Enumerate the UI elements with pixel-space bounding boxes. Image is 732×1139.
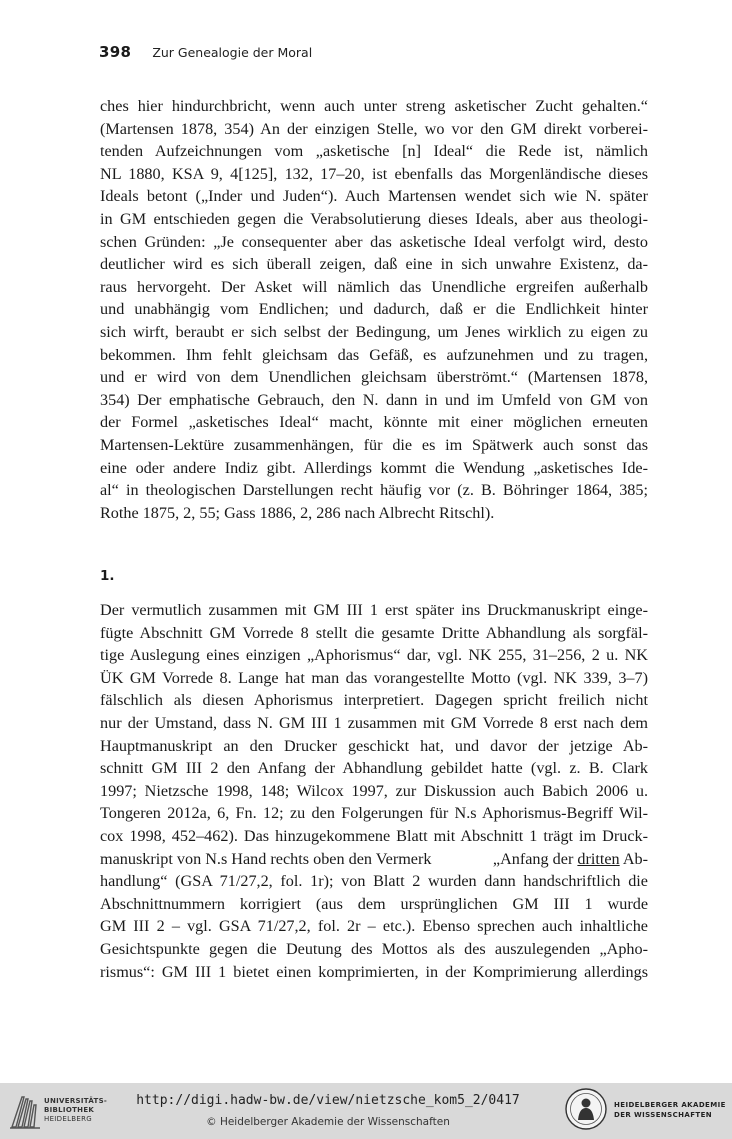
text-line: (Martensen 1878, 354) An der einzigen Stelle, wo vor den GM direkt vorberei- [100, 119, 648, 138]
library-name-line: HEIDELBERG [44, 1115, 92, 1123]
text-line: al“ in theologischen Darstellungen recht häufig vor (z. B. Böhringer 1864, 385; [100, 481, 648, 500]
text-line: Tongeren 2012a, 6, Fn. 12; zu den Folgerungen für N.s Aphorismus-Begriff Wil- [100, 804, 648, 823]
section-heading: 1. [100, 568, 115, 585]
underlined-word: dritten [577, 849, 620, 868]
text-line: schen Gründen: „Je consequenter aber das asketische Ideal verfolgt wird, desto [100, 232, 648, 251]
text-line: und unabhängig vom Endlichen; und dadurch, daß er die Endlichkeit hinter [100, 300, 648, 319]
text-line: GM III 2 – vgl. GSA 71/27,2, fol. 2r – etc.). Ebenso sprechen auch inhaltliche [100, 917, 648, 936]
text-line: und er wird von dem Unendlichen gleichsam überströmt.“ (Martensen 1878, [100, 368, 648, 387]
academy-name-line: HEIDELBERGER AKADEMIE [614, 1101, 726, 1109]
text-line: Gesichtspunkte gegen die Deutung des Mottos als des auszulegenden „Apho- [100, 939, 648, 958]
text-line: 354) Der emphatische Gebrauch, den N. dann in und im Umfeld von GM von [100, 390, 648, 409]
text-line: tige Auslegung eines einzigen „Aphorismus“ dar, vgl. NK 255, 31–256, 2 u. NK [100, 646, 648, 665]
text-line: Der vermutlich zusammen mit GM III 1 erst später ins Druckmanuskript einge- [100, 601, 648, 619]
library-name-line: UNIVERSITÄTS- [44, 1097, 108, 1105]
text-line: NL 1880, KSA 9, 4[125], 132, 17–20, ist ebenfalls das Morgenländische dieses [100, 164, 648, 183]
commentary-paragraph-2 [100, 599, 648, 983]
permalink-url[interactable]: http://digi.hadw-bw.de/view/nietzsche_kom5_2/0417 [136, 1093, 520, 1108]
text-line: schnitt GM III 2 den Anfang der Abhandlung gebildet hatte (vgl. z. B. Clark [100, 759, 648, 778]
text-line: raus hervorgeht. Der Asket will nämlich das Unendliche ergreifen außerhalb [100, 277, 648, 296]
page-header [99, 42, 659, 64]
text-line: fügte Abschnitt GM Vorrede 8 stellt die gesamte Dritte Abhandlung als sorgfäl- [100, 623, 648, 642]
text-line: Ideals betont („Inder und Juden“). Auch Martensen wendet sich wie N. später [100, 187, 648, 206]
text-line: deutlicher wird es sich überall zeigen, daß eine in sich unwahre Existenz, da- [100, 255, 648, 274]
running-title: Zur Genealogie der Moral [152, 45, 313, 60]
text-line [100, 848, 648, 871]
academy-name-line: DER WISSENSCHAFTEN [614, 1111, 713, 1119]
text-line: Hauptmanuskript an den Drucker geschickt hat, und davor der jetzige Ab- [100, 736, 648, 755]
text-line: handlung“ (GSA 71/27,2, fol. 1r); von Blatt 2 wurden dann handschriftlich die [100, 872, 648, 891]
library-name-line: BIBLIOTHEK [44, 1106, 95, 1114]
text-segment: Ab- [622, 849, 648, 868]
text-line: Abschnittnummern korrigiert (aus dem ursprünglichen GM III 1 wurde [100, 894, 648, 913]
text-segment [493, 848, 648, 871]
text-line: Martensen-Lektüre zusammenhängen, für die es im Spätwerk auch sonst das [100, 435, 648, 454]
academy-name [614, 1100, 726, 1120]
text-line: cox 1998, 452–462). Das hinzugekommene Blatt mit Abschnitt 1 trägt im Druck- [100, 826, 648, 845]
commentary-paragraph-1 [100, 95, 648, 524]
text-line: nur der Umstand, dass N. GM III 1 zusammen mit GM Vorrede 8 erst nach dem [100, 713, 648, 732]
academy-seal-icon [564, 1087, 608, 1131]
text-segment: manuskript von N.s Hand rechts oben den Vermerk [100, 849, 432, 868]
text-line: tenden Aufzeichnungen vom „asketische [n] Ideal“ die Rede ist, nämlich [100, 142, 648, 161]
page-number: 398 [99, 43, 132, 61]
copyright-notice: © Heidelberger Akademie der Wissenschaften [206, 1116, 450, 1128]
text-line: sich wirft, beraubt er sich selbst der Bedingung, um Jenes wirklich zu eigen zu [100, 322, 648, 341]
text-line: fälschlich als diesen Aphorismus interpretiert. Dagegen spricht freilich nicht [100, 691, 648, 710]
text-line: rismus“: GM III 1 bietet einen komprimierten, in der Komprimierung allerdings [100, 962, 648, 981]
text-line: Rothe 1875, 2, 55; Gass 1886, 2, 286 nach Albrecht Ritschl). [100, 503, 495, 522]
text-line: 1997; Nietzsche 1998, 148; Wilcox 1997, zur Diskussion auch Babich 2006 u. [100, 781, 648, 800]
text-line: ches hier hindurchbricht, wenn auch unter streng asketischer Zucht gehalten.“ [100, 97, 648, 115]
digitization-footer [0, 1083, 732, 1139]
text-line: der Formel „asketisches Ideal“ macht, könnte mit einer möglichen erneuten [100, 413, 648, 432]
text-line: eine oder andere Indiz gibt. Allerdings kommt die Wendung „asketisches Ide- [100, 458, 648, 477]
text-line: in GM entschieden gegen die Verabsolutierung dieses Ideals, aber aus theologi- [100, 209, 648, 228]
text-line: ÜK GM Vorrede 8. Lange hat man das vorangestellte Motto (vgl. NK 339, 3–7) [100, 668, 648, 687]
text-segment: „Anfang der [492, 849, 574, 868]
text-line: bekommen. Ihm fehlt gleichsam das Gefäß, es aufzunehmen und zu tragen, [100, 345, 648, 364]
